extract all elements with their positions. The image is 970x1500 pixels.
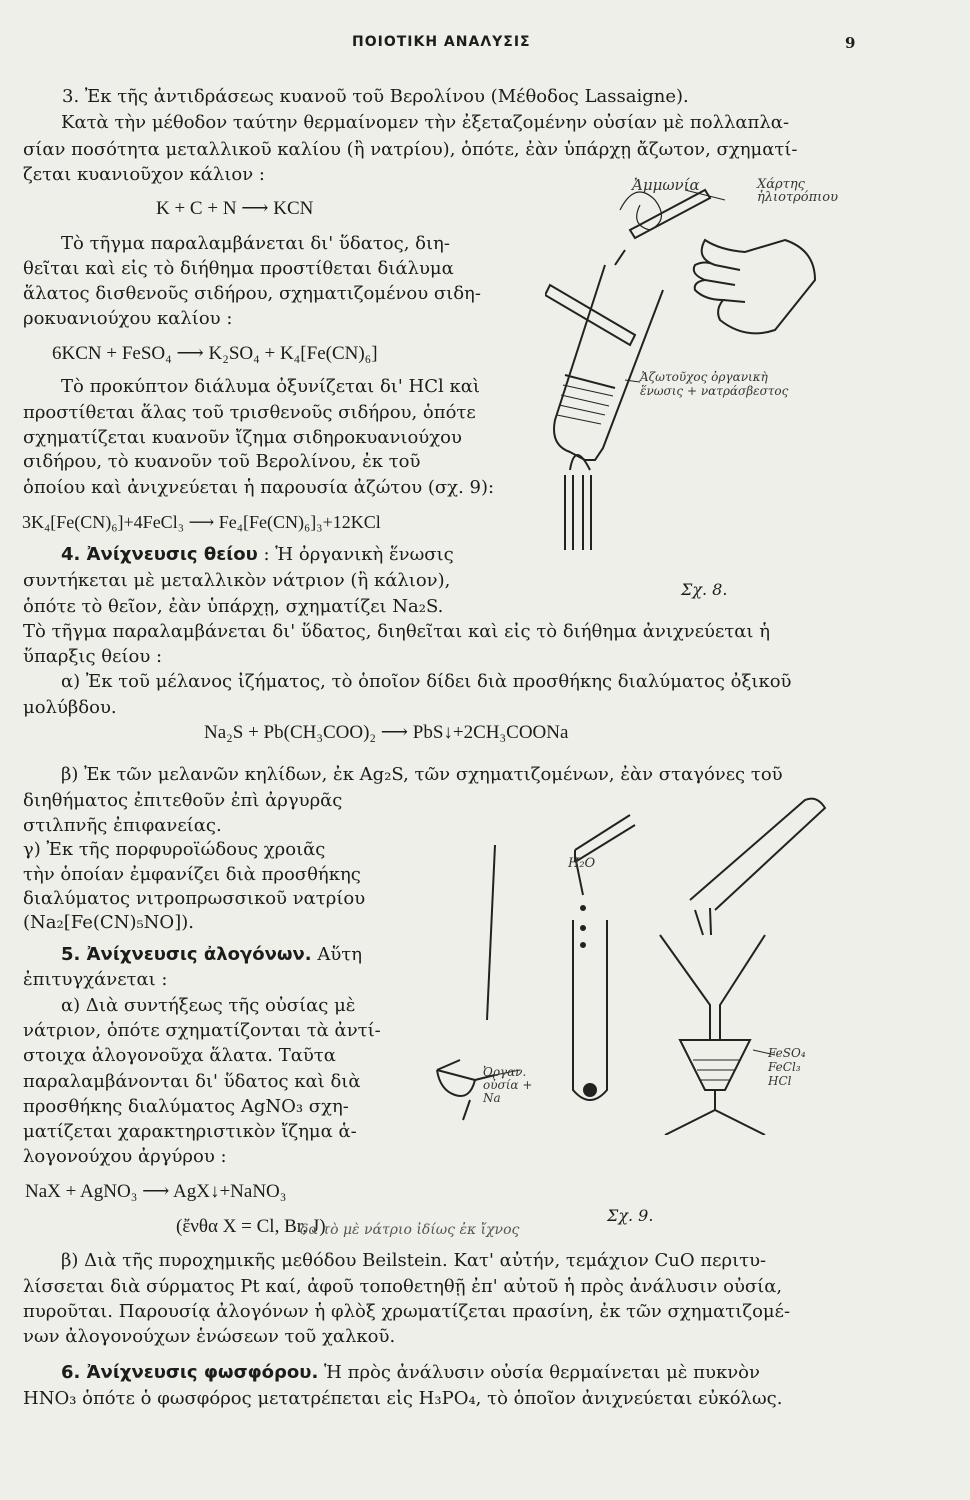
text-line: παραλαμβάνονται δι' ὕδατος καὶ διὰ	[23, 1071, 361, 1092]
section6-heading: 6. Ἀνίχνευσις φωσφόρου.	[61, 1362, 319, 1383]
section4-heading: 4. Ἀνίχνευσις θείου	[61, 544, 258, 565]
fig9-label-water: H₂O	[568, 856, 596, 871]
text-line: ἐπιτυγχάνεται :	[23, 969, 168, 990]
text-line: ὕπαρξις θείου :	[23, 646, 163, 667]
equation-silver-halide: NaX + AgNO₃ ⟶ AgX↓+NaNO₃	[25, 1181, 287, 1202]
text-line: ματίζεται χαρακτηριστικὸν ἴζημα ἁ-	[23, 1121, 357, 1142]
text-line: α) Διὰ συντήξεως τῆς οὐσίας μὲ	[61, 995, 356, 1016]
text-line: β) Ἐκ τῶν μελανῶν κηλίδων, ἐκ Ag₂S, τῶν σχηματιζομένων, ἐὰν σταγόνες τοῦ	[61, 764, 783, 785]
fig8-label-compound: Ἀζωτοῦχος ὀργανικὴ ἕνωσις + νατράσβεστος	[640, 370, 789, 398]
text-line: β) Διὰ τῆς πυροχημικῆς μεθόδου Beilstein. Κατ' αὐτήν, τεμάχιον CuO περιτυ-	[61, 1250, 767, 1271]
text-line: διηθήματος ἐπιτεθοῦν ἐπὶ ἀργυρᾶς	[23, 790, 343, 811]
text-line: προστίθεται ἅλας τοῦ τρισθενοῦς σιδήρου, ὁπότε	[23, 402, 476, 423]
text-line: Τὸ τῆγμα παραλαμβάνεται δι' ὕδατος, διη-	[61, 233, 450, 254]
text-line: σίαν ποσότητα μεταλλικοῦ καλίου (ἢ νατρίου), ὁπότε, ἐὰν ὑπάρχῃ ἄζωτον, σχηματί-	[23, 139, 798, 160]
text-line: Κατὰ τὴν μέθοδον ταύτην θερμαίνομεν τὴν ἐξεταζομένην οὐσίαν μὲ πολλαπλα-	[61, 112, 790, 133]
reagent-label: FeCl₃	[768, 1060, 801, 1074]
page-header-title: ΠΟΙΟΤΙΚΗ ΑΝΑΛΥΣΙΣ	[352, 34, 531, 50]
fig8-label-ammonia: Ἀμμωνία	[632, 176, 700, 194]
text-line: ὁπότε τὸ θεῖον, ἐὰν ὑπάρχῃ, σχηματίζει Na₂S.	[23, 596, 444, 617]
text-line: λίσσεται διὰ σύρματος Pt καί, ἀφοῦ τοποθετηθῇ ἐπ' αὐτοῦ ἡ πρὸς ἀνάλυσιν οὐσία,	[23, 1276, 783, 1297]
section3-heading: 3. Ἐκ τῆς ἀντιδράσεως κυανοῦ τοῦ Βερολίνου (Μέθοδος Lassaigne).	[62, 86, 689, 107]
text-line: στιλπνῆς ἐπιφανείας.	[23, 815, 222, 836]
page-number: 9	[845, 34, 856, 52]
text-line: στοιχα ἀλογονοῦχα ἅλατα. Ταῦτα	[23, 1045, 336, 1066]
text-line: διαλύματος νιτροπρωσσικοῦ νατρίου	[23, 888, 366, 909]
section4-heading-line	[61, 544, 454, 566]
equation-prussian-blue: 3K₄[Fe(CN)₆]+4FeCl₃ ⟶ Fe₄[Fe(CN)₆]₃+12KCl	[22, 512, 381, 532]
text-line: μολύβδου.	[23, 697, 117, 718]
equation-note: (ἔνθα X = Cl, Br, J)	[176, 1216, 326, 1237]
text-line: σιδήρου, τὸ κυανοῦν τοῦ Βερολίνου, ἐκ τοῦ	[23, 451, 421, 472]
text-line: ζεται κυανιοῦχον κάλιον :	[23, 164, 265, 185]
reagent-label: FeSO₄	[768, 1046, 806, 1060]
equation-kcn: K + C + N ⟶ KCN	[156, 198, 314, 219]
text-line: σχηματίζεται κυανοῦν ἴζημα σιδηροκυανιούχου	[23, 427, 462, 448]
fig8-label-litmus-paper: Χάρτης ἡλιοτρόπιου	[757, 177, 838, 205]
fig9-caption: Σχ. 9.	[607, 1206, 654, 1225]
text-line: νάτριον, ὁπότε σχηματίζονται τὰ ἀντί-	[23, 1020, 381, 1041]
text-line: ἅλατος δισθενοῦς σιδήρου, σχηματιζομένου σιδη-	[23, 283, 481, 304]
text-fragment: Ἡ πρὸς ἀνάλυσιν οὐσία θερμαίνεται μὲ πυκνὸν	[324, 1362, 760, 1383]
text-fragment: Αὕτη	[317, 944, 363, 965]
text-line: τὴν ὁποίαν ἐμφανίζει διὰ προσθήκης	[23, 864, 361, 885]
text-line: ὁποίου καὶ ἀνιχνεύεται ἡ παρουσία ἀζώτου (σχ. 9):	[23, 477, 495, 498]
text-line: Τὸ προκύπτον διάλυμα ὀξυνίζεται δι' HCl καὶ	[61, 376, 480, 397]
text-line: προσθήκης διαλύματος AgNO₃ σχη-	[23, 1096, 349, 1117]
text-line: συντήκεται μὲ μεταλλικὸν νάτριον (ἢ κάλιον),	[23, 570, 451, 591]
text-line: Τὸ τῆγμα παραλαμβάνεται δι' ὕδατος, διηθεῖται καὶ εἰς τὸ διήθημα ἀνιχνεύεται ἡ	[23, 621, 770, 642]
reagent-label: HCl	[768, 1074, 792, 1088]
text-line: πυροῦται. Παρουσίᾳ ἀλογόνων ἡ φλὸξ χρωματίζεται πρασίνη, ἐκ τῶν σχηματιζομέ-	[23, 1301, 791, 1322]
text-line: θεῖται καὶ εἰς τὸ διήθημα προστίθεται διάλυμα	[23, 258, 454, 279]
equation-lead-sulfide: Na₂S + Pb(CH₃COO)₂ ⟶ PbS↓+2CH₃COONa	[204, 722, 569, 743]
text-line: λογονούχου ἀργύρου :	[23, 1146, 227, 1167]
equation-ferrocyanide: 6KCN + FeSO₄ ⟶ K₂SO₄ + K₄[Fe(CN)₆]	[52, 343, 378, 364]
section6-heading-line	[61, 1362, 760, 1384]
fig8-caption: Σχ. 8.	[681, 580, 728, 599]
text-line: νων ἀλογονούχων ἑνώσεων τοῦ χαλκοῦ.	[23, 1326, 396, 1347]
handwritten-margin-note: δα τὸ μὲ νάτριο ἰδίως ἐκ ἴχνος	[300, 1222, 520, 1238]
fig9-label-reagents	[768, 1046, 806, 1088]
text-line: γ) Ἐκ τῆς πορφυροϊώδους χροιᾶς	[23, 839, 326, 860]
text-line: (Na₂[Fe(CN)₅NO]).	[23, 912, 194, 933]
figure8-drawing	[545, 170, 838, 550]
section5-heading-line	[61, 944, 362, 966]
text-line: ροκυανιούχου καλίου :	[23, 308, 233, 329]
text-fragment: : Ἡ ὀργανικὴ ἕνωσις	[263, 544, 454, 565]
text-line: HNO₃ ὁπότε ὁ φωσφόρος μετατρέπεται εἰς H₃PO₄, τὸ ὁποῖον ἀνιχνεύεται εὐκόλως.	[23, 1388, 783, 1409]
section5-heading: 5. Ἀνίχνευσις ἀλογόνων.	[61, 944, 312, 965]
fig9-label-organic: Ὀργαν. οὐσία + Na	[483, 1065, 533, 1105]
text-line: α) Ἐκ τοῦ μέλανος ἰζήματος, τὸ ὁποῖον δίδει διὰ προσθήκης διαλύματος ὀξικοῦ	[61, 671, 792, 692]
